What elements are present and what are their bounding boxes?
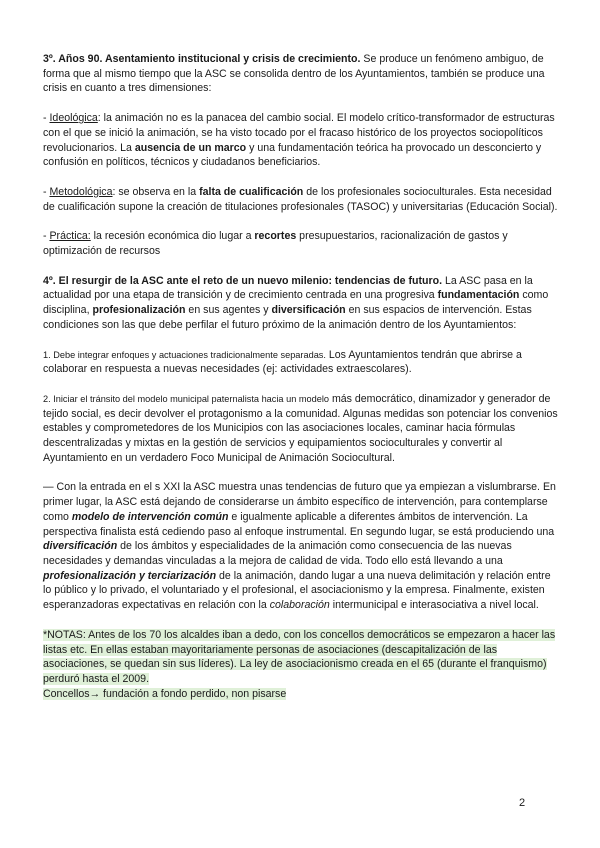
list-item-2 bbox=[43, 392, 558, 466]
page-number: 2 bbox=[519, 797, 526, 809]
metodologica-dash: - bbox=[43, 185, 50, 198]
ideologica-bold: ausencia de un marco bbox=[134, 141, 247, 154]
section-4-paragraph bbox=[43, 274, 558, 333]
section-4-text-4: en sus espacios de intervención. Estas condiciones son las que debe perfilar el futuro próximo de la animación dentro de los Ayuntamientos: bbox=[43, 304, 532, 331]
practica-text-1: la recesión económica dio lugar a bbox=[90, 230, 255, 243]
metodologica-text-1: : se observa en la bbox=[112, 185, 200, 198]
metodologica-label: Metodológica bbox=[49, 185, 113, 198]
practica-dash: - bbox=[43, 230, 50, 243]
siglo-xxi-text-2: e igualmente aplicable a diferentes ámbitos de intervención. La perspectiva finalista está cediendo paso al enfoque instrumental. En segundo lugar, se está produciendo una bbox=[43, 510, 555, 538]
practica-label: Práctica: bbox=[49, 230, 91, 243]
siglo-xxi-emphasis-4: colaboración bbox=[269, 599, 330, 612]
section-4-bold-1: fundamentación bbox=[437, 289, 520, 302]
ideologica-dash: - bbox=[43, 112, 50, 125]
siglo-xxi-paragraph bbox=[43, 480, 558, 612]
document-body bbox=[43, 52, 558, 701]
list-item-1 bbox=[43, 348, 558, 377]
section-3-title: 3º. Años 90. Asentamiento institucional y crisis de crecimiento. bbox=[43, 53, 361, 65]
siglo-xxi-emphasis-3: profesionalización y terciarización bbox=[43, 569, 217, 582]
section-3-paragraph bbox=[43, 52, 558, 96]
siglo-xxi-text-3: de los ámbitos y especialidades de la animación como consecuencia de las nuevas necesidades y demandas vinculadas a la mejora de calidad de vida. Todo ello está llevando a una bbox=[43, 540, 512, 567]
metodologica-paragraph bbox=[43, 185, 558, 214]
siglo-xxi-text-1: — Con la entrada en el s XXI la ASC muestra unas tendencias de futuro que ya empiezan a vislumbrarse. En primer lugar, la ASC está dejando de considerarse un ámbito específico de intervención, para contemplarse como bbox=[43, 481, 556, 523]
section-4-text-3: en sus agentes y bbox=[185, 304, 272, 317]
section-4-text-2: como disciplina, bbox=[43, 289, 549, 317]
metodologica-text-2: de los profesionales socioculturales. Esta necesidad de cualificación supone la creación de titulaciones profesionales (TASOC) y universitarias (Educación Social). bbox=[43, 185, 558, 213]
notes-text: *NOTAS: Antes de los 70 los alcaldes iban a dedo, con los concellos democráticos se empezaron a hacer las listas etc. En ellas estaban mayoritariamente personas de asociaciones (descapitalización de las asociaciones, se quedan sin sus líderes). La ley de asociacionismo creada en el 65 (durante el franquismo) perduró hasta el 2009. bbox=[43, 628, 556, 685]
practica-paragraph bbox=[43, 229, 558, 258]
section-4-bold-3: diversificación bbox=[271, 304, 346, 317]
notes-paragraph bbox=[43, 628, 558, 702]
ideologica-text-1: : la animación no es la panacea del cambio social. El modelo crítico-transformador de estructuras con el que se inició la animación, se ha visto tocado por el fracaso histórico de los proyectos sociopolíticos revolucionarios. La bbox=[43, 112, 555, 154]
section-4-bold-2: profesionalización bbox=[92, 304, 186, 317]
practica-text-2: presupuestarios, racionalización de gastos y optimización de recursos bbox=[43, 230, 508, 258]
notes-line-2: Concellos→ fundación a fondo perdido, non pisarse bbox=[43, 687, 287, 700]
siglo-xxi-emphasis-2: diversificación bbox=[43, 540, 118, 553]
section-4-text-1: La ASC pasa en la actualidad por una etapa de transición y de crecimiento centrada en una progresiva bbox=[43, 274, 533, 302]
siglo-xxi-text-5: intermunicipal e interasociativa a nivel local. bbox=[329, 599, 539, 612]
list-item-2-lead: 2. Iniciar el tránsito del modelo municipal paternalista hacia un modelo bbox=[43, 393, 329, 404]
ideologica-paragraph bbox=[43, 111, 558, 170]
ideologica-text-2: y una fundamentación teórica ha provocado un desconcierto y confusión en políticos, técnicos y ciudadanos beneficiarios. bbox=[43, 141, 542, 169]
siglo-xxi-emphasis-1: modelo de intervención común bbox=[71, 510, 229, 523]
ideologica-label: Ideológica bbox=[49, 112, 98, 125]
list-item-1-lead: 1. Debe integrar enfoques y actuaciones tradicionalmente separadas. bbox=[43, 349, 326, 360]
section-4-title: 4º. El resurgir de la ASC ante el reto de un nuevo milenio: tendencias de futuro. bbox=[43, 274, 443, 287]
practica-bold: recortes bbox=[254, 230, 297, 243]
siglo-xxi-text-4: de la animación, dando lugar a una nueva delimitación y relación entre lo público y lo privado, el voluntariado y el profesional, el asociacionismo y la empresa. Finalmente, existen esperanzadoras expectativas en relación con la bbox=[43, 569, 551, 612]
list-item-1-text: Los Ayuntamientos tendrán que abrirse a colaborar en respuesta a nuevas necesidades (ej: actividades extraescolares). bbox=[43, 348, 522, 376]
metodologica-bold: falta de cualificación bbox=[199, 185, 304, 198]
section-3-text: Se produce un fenómeno ambiguo, de forma que al mismo tiempo que la ASC se consolida dentro de los Ayuntamientos, también se produce una crisis en cuanto a tres dimensiones: bbox=[43, 53, 545, 95]
list-item-2-text: más democrático, dinamizador y generador de tejido social, es decir devolver el protagonismo a la comunidad. Algunas medidas son potenciar los convenios estables y comprometedores de los Municipios con las asociaciones locales, caminar hacia fórmulas descentralizadas y mixtas en la gestión de servicios y equipamientos socioculturales y convertir al Ayuntamiento en un verdadero Foco Municipal de Animación Sociocultural. bbox=[43, 392, 558, 464]
